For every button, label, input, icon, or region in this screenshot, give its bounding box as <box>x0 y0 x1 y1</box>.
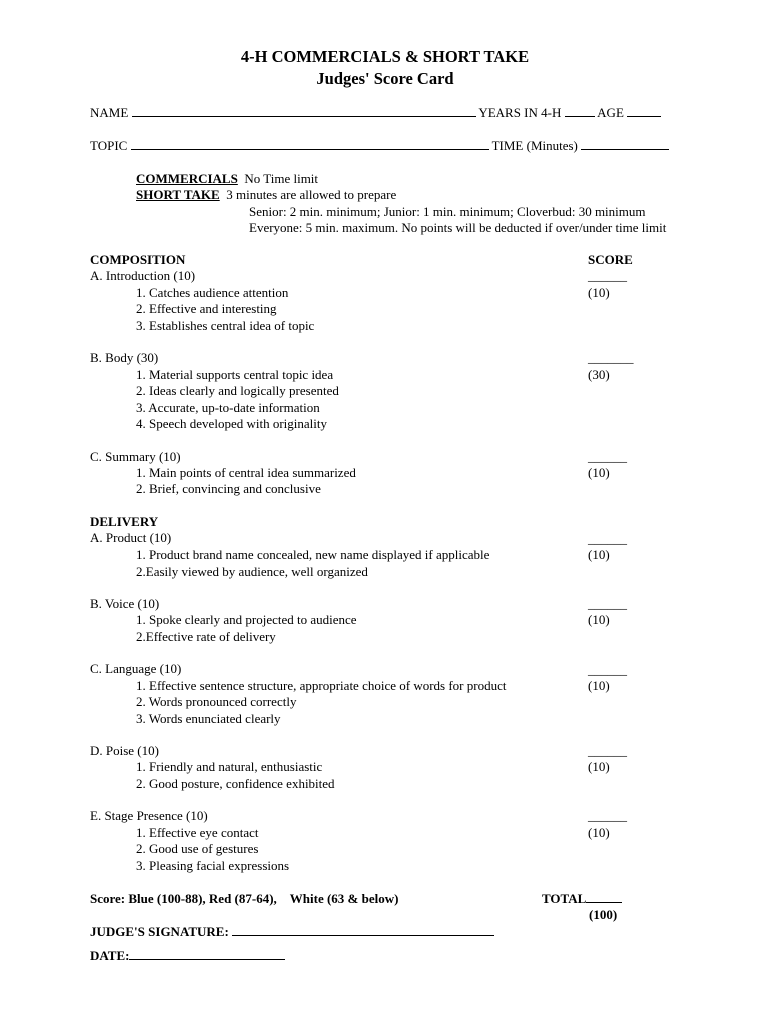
total-label: TOTAL <box>542 891 587 906</box>
criterion: 3. Accurate, up-to-date information <box>136 400 320 415</box>
time-rule-line-1: Senior: 2 min. minimum; Junior: 1 min. minimum; Cloverbud: 30 minimum <box>249 204 646 219</box>
section-title: E. Stage Presence (10) <box>90 808 208 823</box>
date-label: DATE: <box>90 948 130 963</box>
criterion: 3. Pleasing facial expressions <box>136 858 290 873</box>
name-label: NAME <box>90 105 129 120</box>
section-title: A. Product (10) <box>90 530 172 545</box>
total-field[interactable] <box>586 891 622 903</box>
time-rule-line-2: Everyone: 5 min. maximum. No points will be deducted if over/under time limit <box>249 220 667 235</box>
criterion: 3. Words enunciated clearly <box>136 711 281 726</box>
score-blank[interactable]: ______ <box>588 531 627 546</box>
section-title: C. Summary (10) <box>90 449 181 464</box>
score-blank[interactable]: _______ <box>588 350 634 365</box>
years-field[interactable] <box>565 105 595 117</box>
criterion: 2. Ideas clearly and logically presented <box>136 383 339 398</box>
short-take-text: 3 minutes are allowed to prepare <box>226 187 397 202</box>
time-field[interactable] <box>581 138 669 150</box>
page-title: 4-H COMMERCIALS & SHORT TAKE <box>240 47 530 66</box>
section-title: B. Voice (10) <box>90 596 160 611</box>
score-max: (10) <box>588 825 610 840</box>
date-row <box>90 948 285 964</box>
criterion: 1. Spoke clearly and projected to audience <box>136 612 357 627</box>
criterion: 2. Good posture, confidence exhibited <box>136 776 335 791</box>
commercials-text: No Time limit <box>244 171 319 186</box>
date-field[interactable] <box>129 948 285 960</box>
score-scale-colors: Score: Blue (100-88), Red (87-64), <box>90 891 277 906</box>
score-max: (10) <box>588 547 610 562</box>
score-blank[interactable]: ______ <box>588 808 627 823</box>
criterion: 2. Brief, convincing and conclusive <box>136 481 321 496</box>
section-title: C. Language (10) <box>90 661 182 676</box>
section-title: D. Poise (10) <box>90 743 159 758</box>
time-label: TIME (Minutes) <box>491 138 578 153</box>
criterion: 1. Material supports central topic idea <box>136 367 334 382</box>
score-scale <box>90 891 398 907</box>
score-max: (30) <box>588 367 610 382</box>
criterion: 1. Main points of central idea summarized <box>136 465 356 480</box>
score-blank[interactable]: ______ <box>588 596 627 611</box>
topic-label: TOPIC <box>90 138 128 153</box>
score-max: (10) <box>588 759 610 774</box>
criterion: 1. Effective eye contact <box>136 825 259 840</box>
total-points: (100) <box>589 907 618 922</box>
criterion: 2. Effective and interesting <box>136 301 277 316</box>
criterion: 1. Friendly and natural, enthusiastic <box>136 759 323 774</box>
commercials-label: COMMERCIALS <box>136 171 238 186</box>
score-scale-white: White (63 & below) <box>289 891 399 906</box>
age-label: AGE <box>597 105 624 120</box>
name-field[interactable] <box>132 105 476 117</box>
composition-heading: COMPOSITION <box>90 252 186 267</box>
criterion: 2.Effective rate of delivery <box>136 629 276 644</box>
criterion: 1. Catches audience attention <box>136 285 289 300</box>
criterion: 1. Effective sentence structure, appropriate choice of words for product <box>136 678 507 693</box>
score-max: (10) <box>588 612 610 627</box>
signature-label: JUDGE'S SIGNATURE: <box>90 924 229 939</box>
criterion: 2.Easily viewed by audience, well organized <box>136 564 368 579</box>
short-take-rule <box>136 187 396 203</box>
topic-row <box>90 138 669 154</box>
topic-field[interactable] <box>131 138 489 150</box>
short-take-label: SHORT TAKE <box>136 187 220 202</box>
total-row <box>542 891 622 907</box>
years-label: YEARS IN 4-H <box>478 105 562 120</box>
delivery-heading: DELIVERY <box>90 514 159 529</box>
signature-field[interactable] <box>232 924 494 936</box>
score-blank[interactable]: ______ <box>588 268 627 283</box>
commercials-rule <box>136 171 318 187</box>
section-title: B. Body (30) <box>90 350 159 365</box>
criterion: 2. Good use of gestures <box>136 841 259 856</box>
score-blank[interactable]: ______ <box>588 449 627 464</box>
section-title: A. Introduction (10) <box>90 268 196 283</box>
score-blank[interactable]: ______ <box>588 662 627 677</box>
name-row <box>90 105 661 121</box>
page-subtitle: Judges' Score Card <box>316 69 454 88</box>
signature-row <box>90 924 494 940</box>
score-max: (10) <box>588 285 610 300</box>
criterion: 4. Speech developed with originality <box>136 416 327 431</box>
score-max: (10) <box>588 465 610 480</box>
age-field[interactable] <box>627 105 661 117</box>
score-heading: SCORE <box>588 252 633 267</box>
score-max: (10) <box>588 678 610 693</box>
criterion: 1. Product brand name concealed, new name displayed if applicable <box>136 547 490 562</box>
criterion: 2. Words pronounced correctly <box>136 694 297 709</box>
criterion: 3. Establishes central idea of topic <box>136 318 315 333</box>
score-blank[interactable]: ______ <box>588 743 627 758</box>
